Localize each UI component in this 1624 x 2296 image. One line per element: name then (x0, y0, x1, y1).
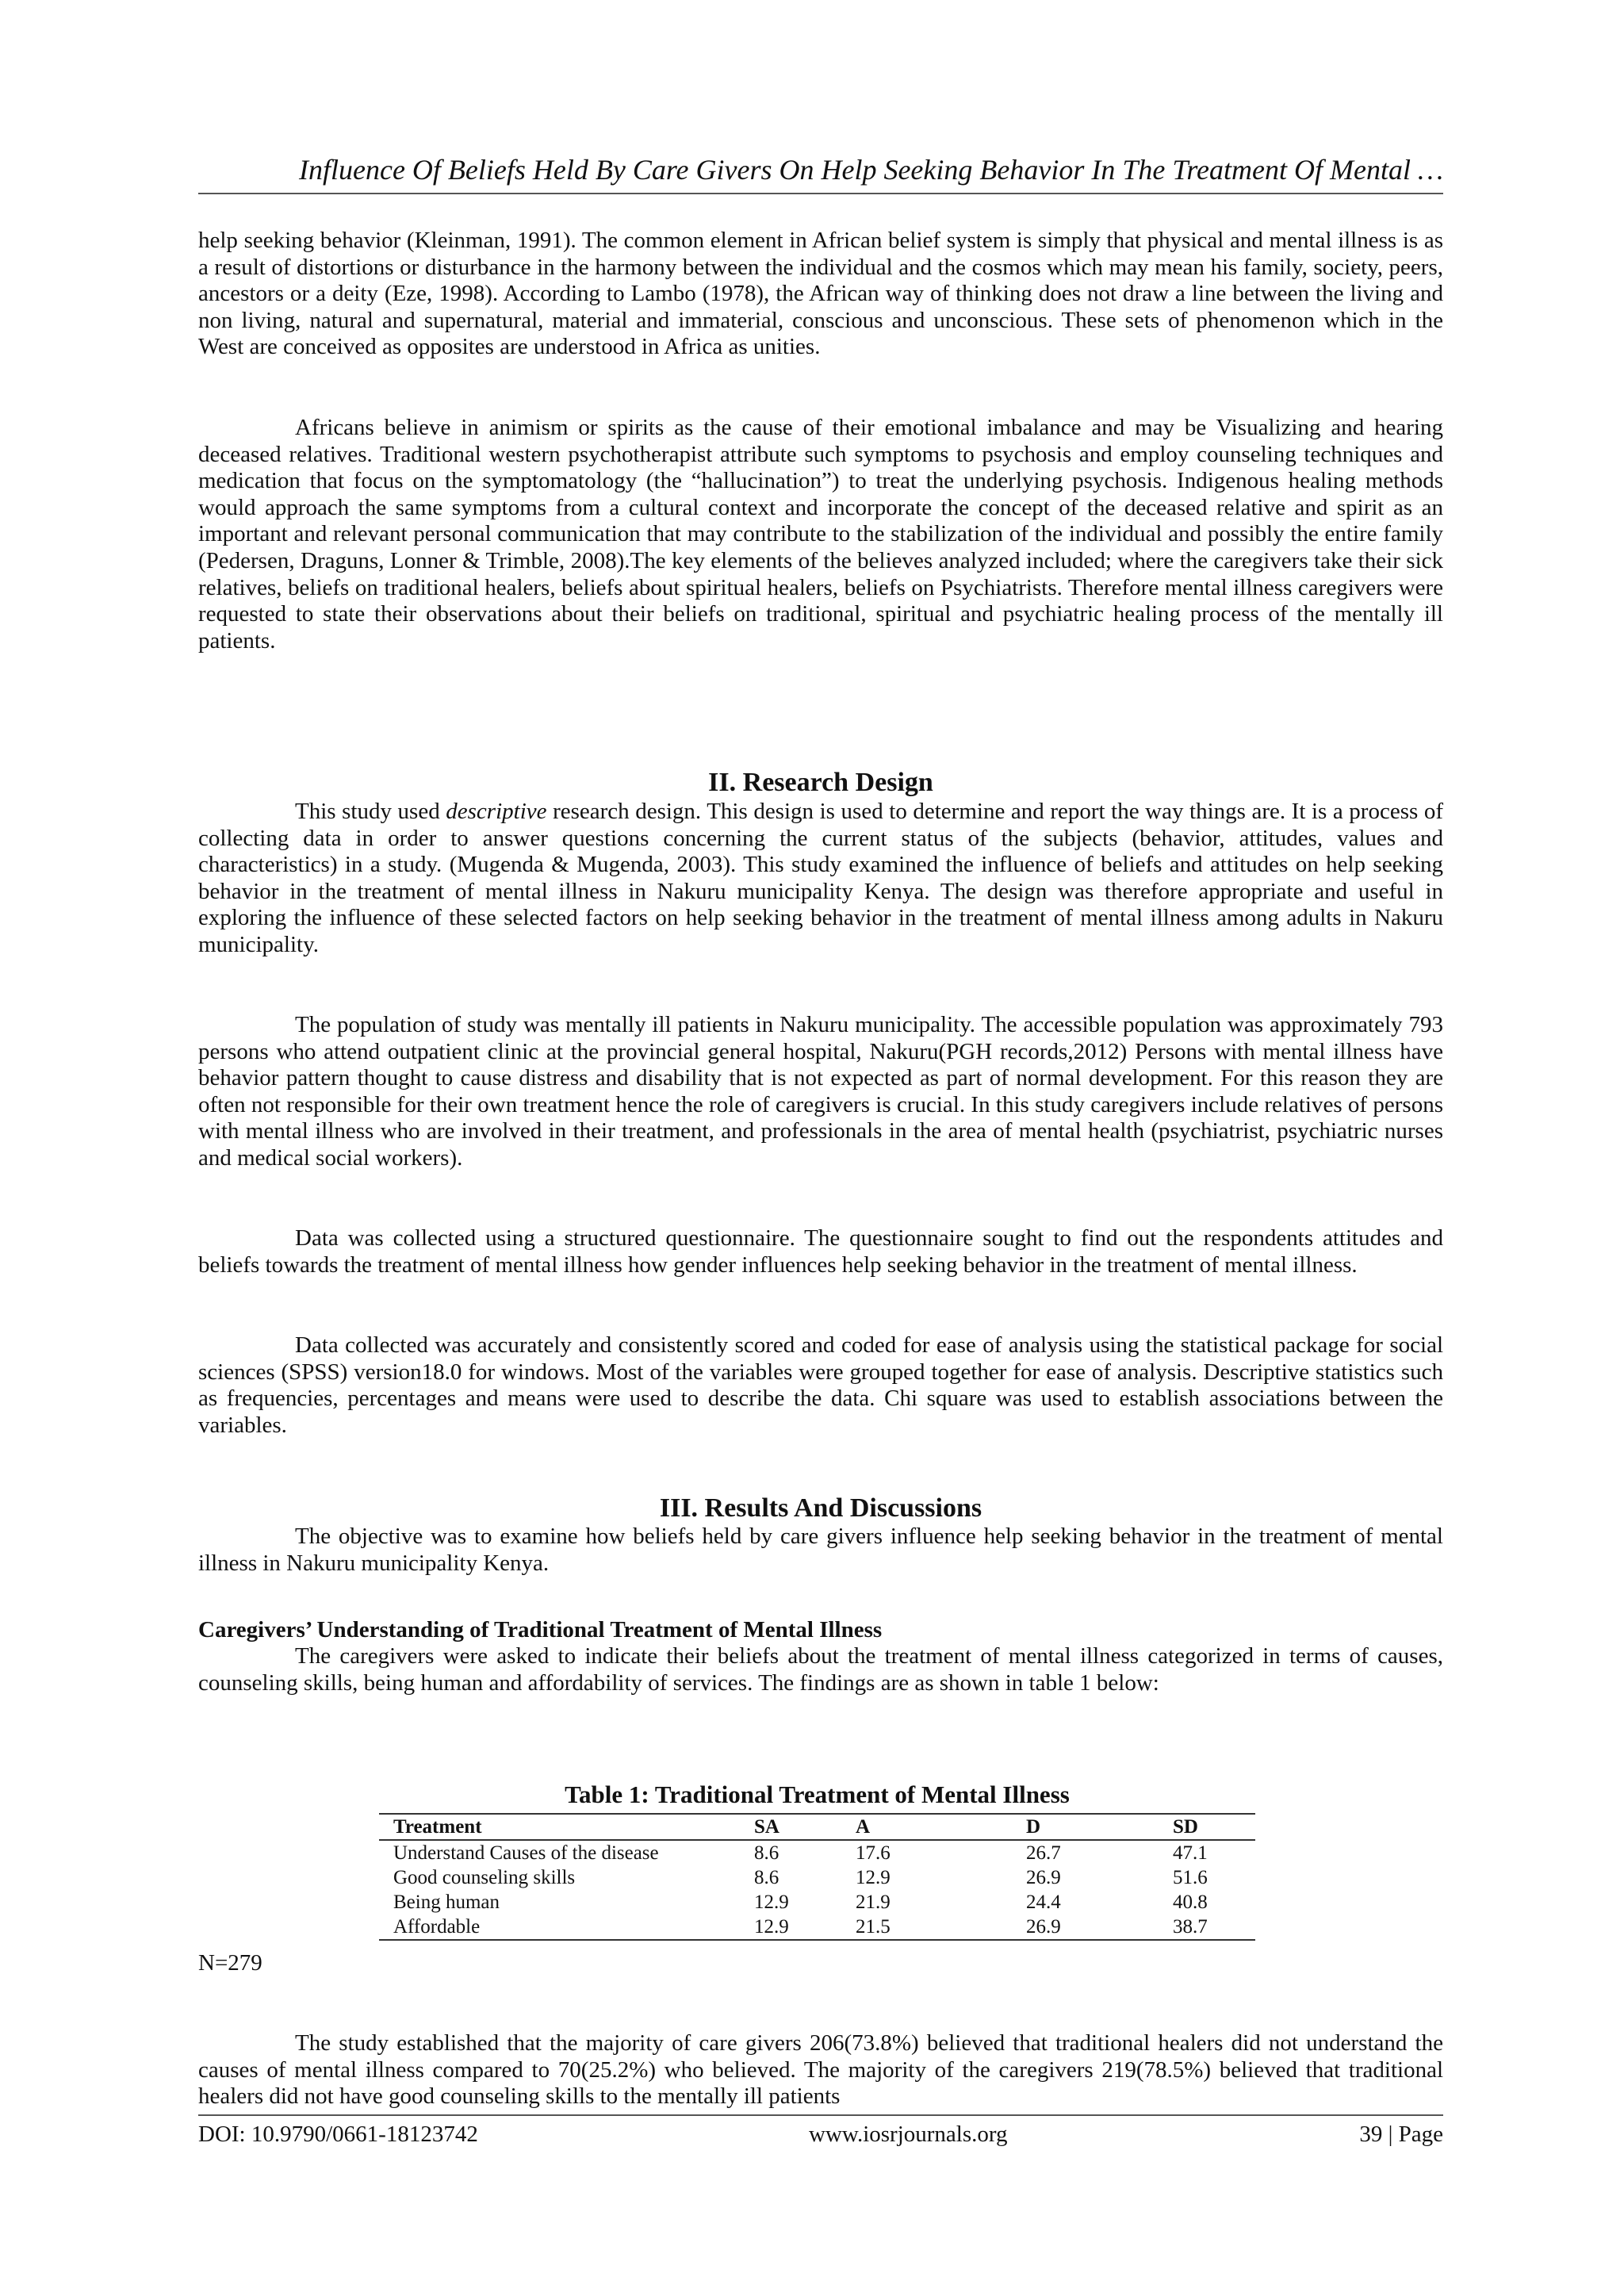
table-cell: 8.6 (754, 1842, 779, 1864)
table-cell: 51.6 (1173, 1867, 1208, 1888)
paragraph-text: research design. This design is used to determine and report the way things are. It is a process of collecting data in order to answer questions concerning the current status of the subjects (behavior, attitudes, values and characteristics) in a study. (Mugenda & Mugenda, 2003). This study examined the influence of beliefs and attitudes on help seeking behavior in the treatment of mental illness in Nakuru municipality Kenya. The design was therefore appropriate and useful in exploring the influence of these selected factors on help seeking behavior in the treatment of mental illness among adults in Nakuru municipality. (198, 799, 1444, 957)
table-cell: 40.8 (1173, 1892, 1208, 1913)
table-cell: 12.9 (740, 1915, 841, 1940)
table-cell: 8.6 (754, 1867, 779, 1888)
table-cell: 21.5 (841, 1915, 1012, 1940)
table-cell: 26.9 (1012, 1915, 1159, 1940)
paragraph-study-findings: The study established that the majority of care givers 206(73.8%) believed that traditional healers did not understand the causes of mental illness compared to 70(25.2%) who believed. The majority of the caregivers 219(78.5%) believed that traditional healers did not have good counseling skills to the mentally ill patients (198, 2030, 1443, 2110)
table-row (379, 1915, 1255, 1940)
table-cell: 26.9 (1026, 1867, 1061, 1888)
footer-doi: DOI: 10.9790/0661-18123742 (198, 2122, 478, 2147)
table-cell: Affordable (379, 1915, 740, 1940)
running-header-title: Influence Of Beliefs Held By Care Givers On Help Seeking Behavior In The Treatment Of Mental … (299, 154, 1443, 186)
footer-divider (198, 2114, 1443, 2116)
paragraph-text: This study used (295, 799, 446, 824)
table-caption: Table 1: Traditional Treatment of Mental Illness (565, 1780, 1070, 1808)
paragraph-intro-continued: help seeking behavior (Kleinman, 1991). The common element in African belief system is simply that physical and mental illness is as a result of distortions or disturbance in the harmony between the individual and the cosmos which may mean his family, society, peers, ancestors or a deity (Eze, 1998). According to Lambo (1978), the African way of thinking does not draw a line between the living and non living, natural and supernatural, material and immaterial, conscious and unconscious. These sets of phenomenon which in the West are conceived as opposites are understood in Africa as unities. (198, 228, 1443, 360)
table-cell: Good counseling skills (393, 1867, 576, 1888)
table-cell: 12.9 (856, 1867, 891, 1888)
table-row (379, 1865, 1255, 1890)
table-row (379, 1890, 1255, 1915)
footer-page-number: 39 | Page (1359, 2122, 1443, 2147)
table-header-cell: A (841, 1814, 1012, 1840)
table-header-cell: D (1012, 1814, 1159, 1840)
paragraph-data-collection: Data was collected using a structured questionnaire. The questionnaire sought to find out the respondents attitudes and beliefs towards the treatment of mental illness how gender influences help seeking behavior in the treatment of mental illness. (198, 1225, 1443, 1278)
table-cell: 17.6 (856, 1842, 891, 1864)
section-heading-research-design: II. Research Design (708, 768, 933, 797)
table-cell: 21.9 (856, 1892, 891, 1913)
paragraph-data-analysis: Data collected was accurately and consistently scored and coded for ease of analysis using the statistical package for social sciences (SPSS) version18.0 for windows. Most of the variables were grouped together for ease of analysis. Descriptive statistics such as frequencies, percentages and means were used to describe the data. Chi square was used to establish associations between the variables. (198, 1332, 1443, 1438)
table-header-row (379, 1814, 1255, 1840)
sample-size-label: N=279 (198, 1950, 262, 1976)
paragraph-africans-beliefs: Africans believe in animism or spirits as the cause of their emotional imbalance and may be Visualizing and hearing deceased relatives. Traditional western psychotherapist attribute such symptoms to psychosis and employ counseling techniques and medication that focus on the symptomatology (the “hallucination”) to treat the underlying psychosis. Indigenous healing methods would approach the same symptoms from a cultural context and incorporate the concept of the deceased relative and spirit as an important and relevant personal communication that may contribute to the stabilization of the individual and possibly the entire family (Pedersen, Draguns, Lonner & Trimble, 2008).The key elements of the believes analyzed included; where the caregivers take their sick relatives, beliefs on traditional healers, beliefs about spiritual healers, beliefs on Psychiatrists. Therefore mental illness caregivers were requested to state their observations about their beliefs on traditional, spiritual and psychiatric healing process of the mentally ill patients. (198, 415, 1443, 654)
table-cell: 47.1 (1173, 1842, 1208, 1864)
paragraph-caregivers-asked: The caregivers were asked to indicate their beliefs about the treatment of mental illness categorized in terms of causes, counseling skills, being human and affordability of services. The findings are as shown in table 1 below: (198, 1643, 1443, 1696)
table-cell: 12.9 (754, 1892, 789, 1913)
traditional-treatment-table (379, 1813, 1255, 1941)
paragraph-population: The population of study was mentally ill patients in Nakuru municipality. The accessible population was approximately 793 persons who attend outpatient clinic at the provincial general hospital, Nakuru(PGH records,2012) Persons with mental illness have behavior pattern thought to cause distress and disability that is not expected as part of normal development. For this reason they are often not responsible for their own treatment hence the role of caregivers is crucial. In this study caregivers include relatives of persons with mental illness who are involved in their treatment, and professionals in the area of mental health (psychiatrist, psychiatric nurses and medical social workers). (198, 1012, 1443, 1171)
subheading-traditional-treatment: Caregivers’ Understanding of Traditional Treatment of Mental Illness (198, 1617, 883, 1642)
table-header-cell: SD (1159, 1814, 1255, 1840)
paragraph-objective: The objective was to examine how beliefs held by care givers influence help seeking behavior in the treatment of mental illness in Nakuru municipality Kenya. (198, 1524, 1443, 1576)
table-cell: Being human (393, 1892, 500, 1913)
table-cell: Understand Causes of the disease (393, 1842, 659, 1864)
table-cell: 38.7 (1159, 1915, 1255, 1940)
header-divider (198, 193, 1443, 194)
paragraph-research-design (198, 799, 1443, 959)
table-cell: 26.7 (1026, 1842, 1061, 1864)
table-header-cell: Treatment (379, 1814, 740, 1840)
table-header-cell: SA (740, 1814, 841, 1840)
section-heading-results: III. Results And Discussions (659, 1493, 982, 1523)
footer-website: www.iosrjournals.org (809, 2122, 1008, 2147)
table-cell: 24.4 (1026, 1892, 1061, 1913)
emphasized-term: descriptive (446, 799, 547, 824)
table-row (379, 1840, 1255, 1865)
